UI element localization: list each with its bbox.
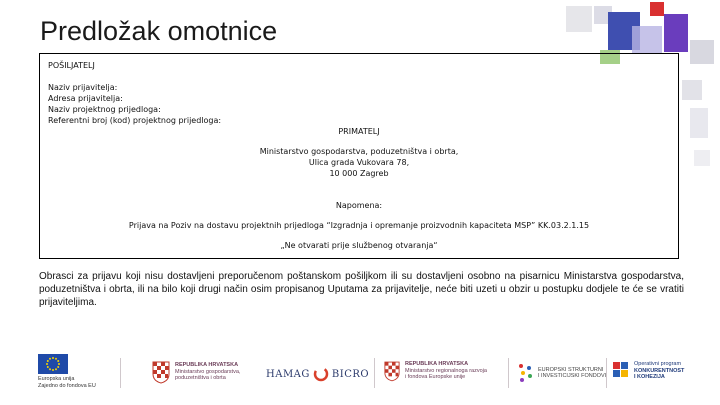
- page-title: Predložak omotnice: [40, 16, 278, 46]
- croatian-coat-of-arms-icon: [384, 360, 400, 382]
- deco-square-grey-1: [566, 6, 592, 32]
- recipient-line: 10 000 Zagreb: [329, 169, 389, 178]
- envelope-template: [39, 53, 679, 259]
- ministry2-line: Ministarstvo regionalnoga razvoja: [405, 367, 487, 374]
- esif-line: EUROPSKI STRUKTURNI: [538, 366, 604, 373]
- deco-square-grey-5: [690, 108, 708, 138]
- recipient-line: Ulica grada Vukovara 78,: [308, 158, 410, 167]
- note-heading: Napomena:: [335, 201, 383, 210]
- ministry2-line: REPUBLIKA HRVATSKA: [405, 361, 469, 368]
- recipient-address: [40, 146, 678, 179]
- footer-logos: [30, 350, 695, 398]
- eu-flag-icon: [38, 354, 68, 374]
- logo-separator: [606, 358, 607, 388]
- deco-square-grey-3: [690, 40, 714, 64]
- sender-field: Referentni broj (kod) projektnog prijedloga:: [48, 116, 222, 125]
- ministry1-line: REPUBLIKA HRVATSKA: [175, 362, 239, 369]
- recipient-line: Ministarstvo gospodarstva, poduzetništva i obrta,: [259, 147, 459, 156]
- sender-fields: [48, 82, 221, 126]
- sender-heading: POŠILJATELJ: [48, 61, 95, 70]
- recipient-heading: PRIMATELJ: [338, 127, 380, 136]
- esif-stars-icon: [516, 362, 534, 384]
- deco-square-purple: [664, 14, 688, 52]
- deco-square-lavender: [632, 26, 662, 54]
- eu-logo: [38, 354, 96, 389]
- op-line: I KOHEZIJA: [634, 374, 665, 381]
- ministry-economy-logo: [152, 360, 240, 384]
- eu-caption-line: Zajedno do fondova EU: [38, 382, 96, 389]
- ministry-regional-logo: [384, 360, 487, 382]
- ministry2-line: i fondova Europske unije: [405, 374, 466, 381]
- note-text: Prijava na Poziv na dostavu projektnih prijedloga “Izgradnja i opremanje proizvodnih kapaciteta MSP” KK.03.2.1.15: [128, 221, 590, 230]
- operational-programme-logo: [612, 360, 684, 382]
- ministry1-line: Ministarstvo gospodarstva,: [175, 368, 241, 375]
- sender-field: Naziv prijavitelja:: [48, 83, 118, 92]
- hamag-text: HAMAG: [266, 368, 310, 380]
- hamag-bicro-swirl-icon: [311, 366, 331, 382]
- esif-line: I INVESTICIJSKI FONDOVI: [538, 373, 607, 379]
- deco-square-grey-4: [682, 80, 702, 100]
- logo-separator: [120, 358, 121, 388]
- do-not-open-text: „Ne otvarati prije službenog otvaranja“: [280, 241, 438, 250]
- sender-field: Adresa prijavitelja:: [48, 94, 123, 103]
- op-squares-icon: [612, 360, 630, 382]
- eu-caption-line: Europska unija: [38, 376, 75, 382]
- hamag-bicro-logo: [266, 366, 369, 382]
- logo-separator: [374, 358, 375, 388]
- submission-notice: Obrasci za prijavu koji nisu dostavljeni preporučenom poštanskom pošiljkom ili su dostavljeni osobno na pisarnicu Ministarstva gospodarstva, poduzetništva i obrta, ili na bilo koji drugi način osim propisanog Uputama za prijavitelje, neće biti uzeti u obzir u postupku dodjele te će se vratiti prijaviteljima.: [39, 271, 684, 308]
- logo-separator: [508, 358, 509, 388]
- esif-logo: [516, 362, 606, 384]
- op-line: Operativni program: [634, 361, 682, 368]
- bicro-text: BICRO: [331, 368, 370, 380]
- sender-field: Naziv projektnog prijedloga:: [48, 105, 161, 114]
- op-line: KONKURENTNOST: [634, 367, 685, 374]
- ministry1-line: poduzetništva i obrta: [175, 375, 226, 382]
- deco-square-grey-6: [694, 150, 710, 166]
- deco-square-red: [650, 2, 664, 16]
- croatian-coat-of-arms-icon: [152, 360, 170, 384]
